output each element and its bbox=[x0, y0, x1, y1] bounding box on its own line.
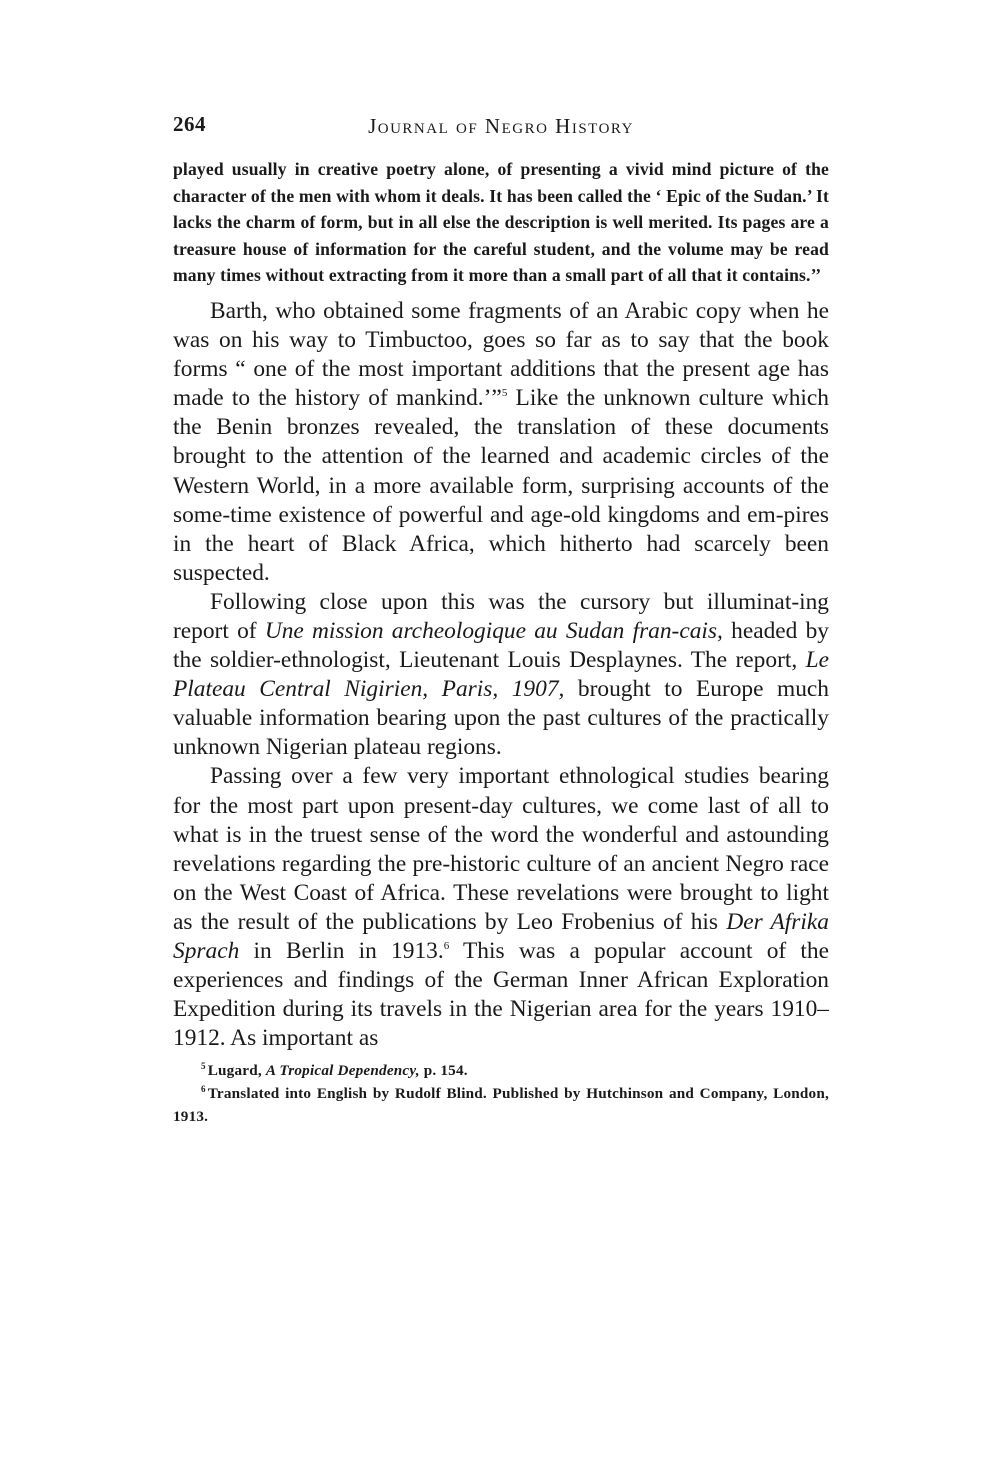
paragraph-text: Barth, who obtained some fragments of an Arabic copy when he was on his way to Timbuctoo, goes so far as to say that the book forms “ one of the most important additions that the present age has made to the history of mankind.’” bbox=[173, 297, 829, 412]
paragraph-text: Passing over a few very important ethnological studies bearing for the most part upon present-day cultures, we come last of all to what is in the truest sense of the word the wonderful and astounding revelations regarding the pre-historic culture of an ancient Negro race on the West Coast of Africa. These revelations were brought to light as the result of the publications by Leo Frobenius of his bbox=[173, 763, 829, 935]
footnote-text: Translated into English by Rudolf Blind. Published by Hutchinson and Company, London, 1913. bbox=[173, 1085, 829, 1126]
footnotes bbox=[173, 1059, 829, 1128]
footnote-text: p. 154. bbox=[423, 1062, 468, 1080]
page-header bbox=[173, 110, 829, 150]
paragraph-text: Following close upon this was the cursory but illuminat-ing report of bbox=[173, 588, 829, 644]
footnote-italic: A Tropical Dependency, bbox=[265, 1062, 420, 1080]
paragraph-desplaynes bbox=[173, 588, 829, 763]
footnote-marker: 5 bbox=[201, 1061, 206, 1072]
footnote-text: Lugard, bbox=[207, 1062, 262, 1080]
italic-title: Der Afrika Sprach bbox=[173, 908, 829, 965]
paragraph-text: brought to Europe much valuable information bearing upon the past cultures of the practically unknown Nigerian plateau regions. bbox=[173, 676, 830, 761]
footnote-5 bbox=[173, 1059, 829, 1082]
footnote-6 bbox=[173, 1082, 829, 1128]
paragraph-barth bbox=[173, 297, 829, 588]
running-head: Journal of Negro History bbox=[368, 114, 634, 138]
italic-title: Le Plateau Central Nigirien, Paris, 1907, bbox=[173, 647, 829, 703]
italic-title: Une mission archeologique au Sudan fran-cais, bbox=[264, 618, 723, 644]
paragraph-frobenius bbox=[173, 762, 829, 1053]
footnote-ref-5[interactable]: 5 bbox=[501, 387, 508, 400]
page bbox=[173, 110, 829, 1128]
page-number: 264 bbox=[173, 112, 206, 136]
paragraph-text: in Berlin in 1913. bbox=[253, 938, 444, 965]
paragraph-text: Like the unknown culture which the Benin bronzes revealed, the translation of these documents brought to the attention of the learned and academic circles of the Western World, in a more available form, surprising accounts of the some-time existence of powerful and age-old kingdoms and em-pires in the heart of Black Africa, which hitherto had scarcely been suspected. bbox=[173, 385, 830, 586]
paragraph-text: headed by the soldier-ethnologist, Lieutenant Louis Desplaynes. The report, bbox=[173, 618, 829, 674]
footnote-ref-6[interactable]: 6 bbox=[443, 940, 450, 953]
block-quote: played usually in creative poetry alone, of presenting a vivid mind picture of the character of the men with whom it deals. It has been called the ‘ Epic of the Sudan.’ It lacks the charm of form, but in all else the description is well merited. Its pages are a treasure house of information for the careful student, and the volume may be read many times without extracting from it more than a small part of all that it contains.’’ bbox=[173, 159, 829, 286]
footnote-marker: 6 bbox=[201, 1084, 206, 1095]
paragraph-text: This was a popular account of the experiences and findings of the German Inner African Exploration Expedition during its travels in the Nigerian area for the years 1910–1912. As important as bbox=[173, 938, 829, 1052]
